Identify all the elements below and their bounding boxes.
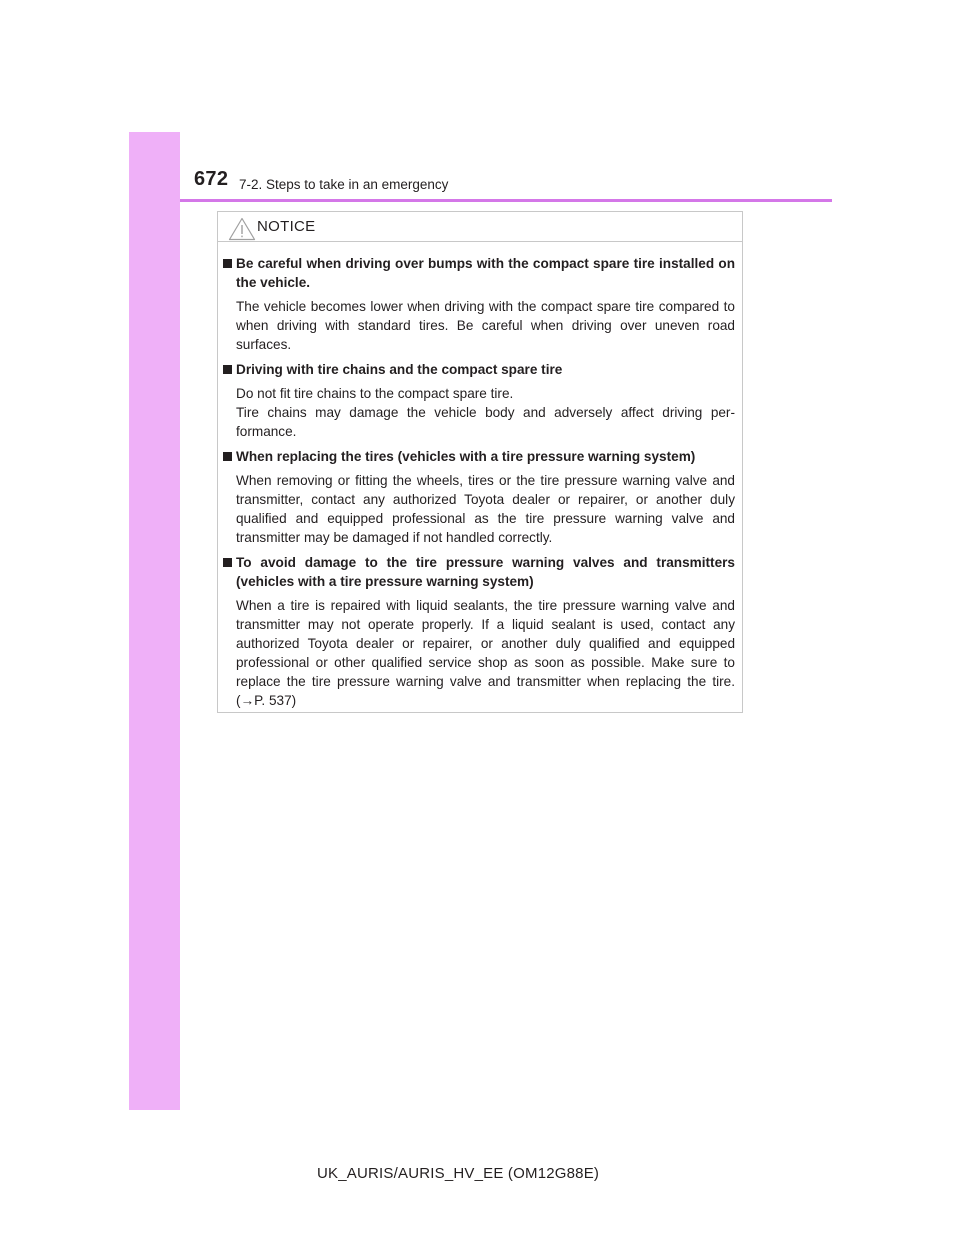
- notice-item-heading: To avoid damage to the tire pressure warning valves and transmitters (vehicles with a tire pressure warning system): [222, 553, 735, 591]
- notice-item-text: The vehicle becomes lower when driving with the compact spare tire compared to when driving with standard tires. Be careful when driving over uneven road surfaces.: [236, 299, 735, 352]
- notice-body: [218, 242, 742, 710]
- notice-item-text: When a tire is repaired with liquid sealants, the tire pressure warning valve and transmitter may not operate properly. If a liquid sealant is used, contact any authorized Toyota dealer or repairer, or another duly qualified and equipped professional or other qualified service shop as soon as possible. Make sure to replace the tire pressure warning valve and transmitter when replacing the tire. (→P. 537): [236, 598, 735, 708]
- warning-triangle-icon: [228, 217, 256, 241]
- notice-item: [222, 447, 735, 547]
- square-bullet-icon: [223, 558, 232, 567]
- section-title: 7-2. Steps to take in an emergency: [239, 177, 449, 192]
- header-rule: [180, 199, 832, 202]
- notice-item: [222, 360, 735, 441]
- notice-title: NOTICE: [257, 218, 316, 235]
- footer-document-id: UK_AURIS/AURIS_HV_EE (OM12G88E): [317, 1165, 600, 1182]
- notice-item-text: Do not fit tire chains to the compact spare tire. Tire chains may damage the vehicle body and adversely affect driving performance.: [236, 386, 735, 439]
- page-number: 672: [194, 168, 229, 190]
- notice-item: [222, 553, 735, 710]
- square-bullet-icon: [223, 452, 232, 461]
- square-bullet-icon: [223, 259, 232, 268]
- notice-item-text: When removing or fitting the wheels, tires or the tire pressure warning valve and transmitter, contact any authorized Toyota dealer or repairer, or another duly qualified and equipped professional as the tire pressure warning valve and transmitter may be damaged if not handled correctly.: [236, 473, 735, 545]
- notice-box: [217, 211, 743, 713]
- notice-item: [222, 254, 735, 354]
- notice-item-heading: Driving with tire chains and the compact spare tire: [222, 360, 735, 379]
- chapter-side-tab: [129, 132, 180, 1110]
- square-bullet-icon: [223, 365, 232, 374]
- notice-item-heading: When replacing the tires (vehicles with a tire pressure warning system): [222, 447, 735, 466]
- notice-header: [218, 212, 742, 242]
- notice-item-heading: Be careful when driving over bumps with the compact spare tire installed on the vehicle.: [222, 254, 735, 292]
